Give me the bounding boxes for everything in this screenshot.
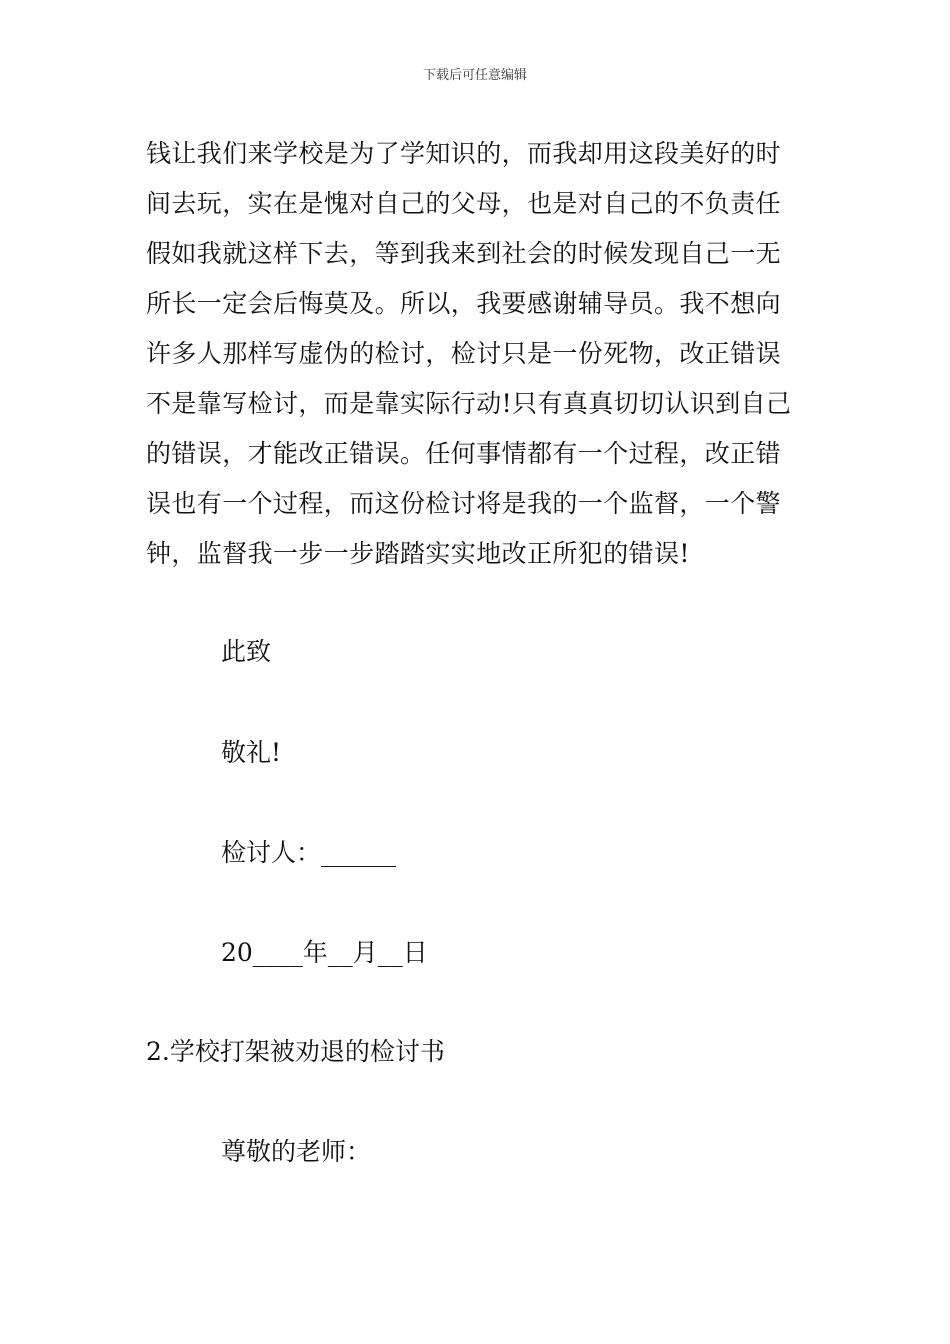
closing-respect: 敬礼! xyxy=(221,738,282,767)
paragraph-line: 误也有一个过程，而这份检讨将是我的一个监督，一个警 xyxy=(146,489,782,518)
paragraph-line: 钱让我们来学校是为了学知识的，而我却用这段美好的时 xyxy=(146,139,782,168)
paragraph-line: 的错误，才能改正错误。任何事情都有一个过程，改正错 xyxy=(146,439,782,468)
paragraph-line: 假如我就这样下去，等到我来到社会的时候发现自己一无 xyxy=(146,239,782,268)
page-header: 下载后可任意编辑 xyxy=(422,68,527,83)
paragraph-line: 间去玩，实在是愧对自己的父母，也是对自己的不负责任 xyxy=(146,189,782,218)
paragraph-line: 所长一定会后悔莫及。所以，我要感谢辅导员。我不想向 xyxy=(146,289,782,318)
date-line: 20____年__月__日 xyxy=(221,938,428,967)
paragraph-line: 钟，监督我一步一步踏踏实实地改正所犯的错误! xyxy=(146,539,690,568)
paragraph-line: 不是靠写检讨，而是靠实际行动!只有真真切切认识到自己 xyxy=(146,389,792,418)
section-title: 2.学校打架被劝退的检讨书 xyxy=(146,1037,445,1066)
letter-greeting: 尊敬的老师： xyxy=(221,1137,372,1166)
paragraph-line: 许多人那样写虚伪的检讨，检讨只是一份死物，改正错误 xyxy=(146,339,782,368)
signer-line: 检讨人：______ xyxy=(221,838,397,867)
closing-salutation: 此致 xyxy=(221,637,272,666)
